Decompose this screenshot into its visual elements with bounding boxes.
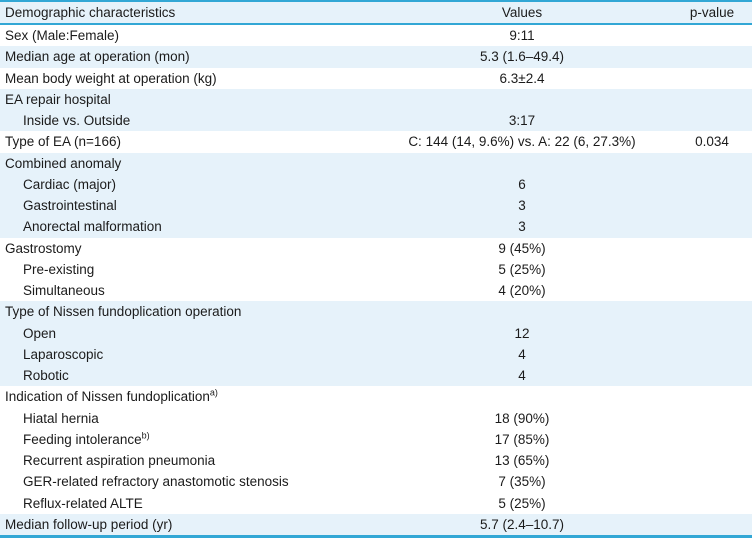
row-pvalue-cell (672, 344, 752, 365)
table-row (0, 280, 752, 301)
row-label-cell: Recurrent aspiration pneumonia (23, 453, 216, 468)
row-label-cell: Laparoscopic (0, 344, 372, 365)
table-row (0, 471, 752, 492)
row-value-cell: 3:17 (372, 110, 672, 131)
row-pvalue-cell: 0.034 (695, 134, 729, 150)
row-pvalue-cell (672, 46, 752, 67)
row-pvalue-cell (672, 216, 752, 237)
row-label-cell: Simultaneous (23, 283, 105, 298)
table-row (0, 259, 752, 280)
row-pvalue-cell (672, 408, 752, 429)
table-row (0, 153, 752, 174)
table-row (0, 323, 752, 344)
row-value-cell: 4 (372, 365, 672, 386)
row-value-cell (372, 89, 672, 110)
table-row (0, 110, 752, 131)
table-body (0, 24, 752, 537)
row-label-cell: Hiatal hernia (23, 410, 99, 426)
row-pvalue-cell (672, 471, 752, 492)
table-row (0, 301, 752, 322)
row-value-cell: 5 (25%) (498, 495, 546, 511)
column-header-values: Values (372, 1, 672, 24)
row-label-cell: Sex (Male:Female) (5, 28, 120, 43)
row-pvalue-cell (672, 429, 752, 450)
table-row (0, 174, 752, 195)
table-row (0, 386, 752, 407)
row-label-cell: Type of Nissen fundoplication operation (0, 301, 372, 322)
row-value-cell: 4 (372, 344, 672, 365)
table-row (0, 365, 752, 386)
column-header-demographic-characteristics: Demographic characteristics (0, 1, 372, 24)
table-row (0, 344, 752, 365)
row-value-cell: 13 (65%) (494, 453, 550, 468)
table-row (0, 216, 752, 237)
row-label-cell: Anorectal malformation (0, 216, 372, 237)
row-value-cell: 5.7 (2.4–10.7) (372, 514, 672, 537)
table-header (0, 1, 752, 24)
row-pvalue-cell (672, 280, 752, 301)
row-pvalue-cell (672, 89, 752, 110)
footnote-marker: b) (141, 430, 150, 441)
row-label-cell: Median follow-up period (yr) (0, 514, 372, 537)
row-pvalue-cell (672, 493, 752, 514)
row-value-cell (372, 386, 672, 407)
table-row (0, 450, 752, 471)
row-label-cell: Mean body weight at operation (kg) (5, 70, 217, 86)
row-pvalue-cell (672, 153, 752, 174)
table-row (0, 68, 752, 89)
row-label-cell: Robotic (0, 365, 372, 386)
row-label-cell: EA repair hospital (0, 89, 372, 110)
row-label-cell: GER-related refractory anastomotic stenosis (23, 474, 289, 490)
row-pvalue-cell (672, 514, 752, 537)
row-value-cell (372, 301, 672, 322)
row-value-cell: 12 (372, 323, 672, 344)
row-label-cell: Combined anomaly (0, 153, 372, 174)
row-label-cell: Reflux-related ALTE (23, 495, 143, 511)
row-value-cell: 3 (372, 216, 672, 237)
row-value-cell: 5.3 (1.6–49.4) (372, 46, 672, 67)
row-pvalue-cell (672, 450, 752, 471)
row-pvalue-cell (672, 238, 752, 259)
row-label-cell: Gastrointestinal (0, 195, 372, 216)
row-value-cell: 3 (372, 195, 672, 216)
table-row (0, 131, 752, 152)
row-value-cell (372, 153, 672, 174)
footnote-marker: a) (209, 387, 218, 398)
row-pvalue-cell (672, 174, 752, 195)
row-value-cell: 7 (35%) (498, 474, 546, 490)
row-pvalue-cell (672, 259, 752, 280)
row-value-cell: 9 (45%) (498, 240, 546, 256)
row-pvalue-cell (672, 386, 752, 407)
row-label-cell: Pre-existing (23, 261, 95, 277)
row-pvalue-cell (672, 323, 752, 344)
table-row (0, 89, 752, 110)
row-label-cell: Open (0, 323, 372, 344)
row-value-cell: 6.3±2.4 (499, 70, 545, 86)
table-row (0, 493, 752, 514)
row-value-cell: 17 (85%) (494, 431, 550, 447)
row-label-cell: Feeding intolerance$^{b)}$ (23, 430, 150, 447)
row-value-cell: C: 144 (14, 9.6%) vs. A: 22 (6, 27.3%) (408, 134, 636, 150)
header-row (0, 1, 752, 24)
row-value-cell: 6 (372, 174, 672, 195)
row-label-cell: Gastrostomy (5, 240, 82, 256)
row-value-cell: 9:11 (509, 28, 535, 43)
table-row (0, 238, 752, 259)
row-label-cell: Indication of Nissen fundoplication$^{a)}$ (5, 387, 218, 405)
table-row (0, 514, 752, 537)
row-value-cell: 18 (90%) (494, 410, 550, 426)
row-value-cell: 5 (25%) (498, 261, 546, 277)
table-row (0, 195, 752, 216)
row-pvalue-cell (672, 195, 752, 216)
row-value-cell: 4 (20%) (498, 283, 546, 298)
row-pvalue-cell (672, 24, 752, 46)
row-pvalue-cell (672, 301, 752, 322)
table-row (0, 46, 752, 67)
row-label-cell: Cardiac (major) (0, 174, 372, 195)
row-pvalue-cell (672, 110, 752, 131)
row-label-cell: Type of EA (n=166) (5, 134, 121, 150)
row-label-cell: Inside vs. Outside (0, 110, 372, 131)
table-row (0, 429, 752, 450)
column-header-p-value: p-value (672, 1, 752, 24)
row-label-cell: Median age at operation (mon) (0, 46, 372, 67)
table-row (0, 408, 752, 429)
row-pvalue-cell (672, 68, 752, 89)
table-row (0, 24, 752, 46)
row-pvalue-cell (672, 365, 752, 386)
